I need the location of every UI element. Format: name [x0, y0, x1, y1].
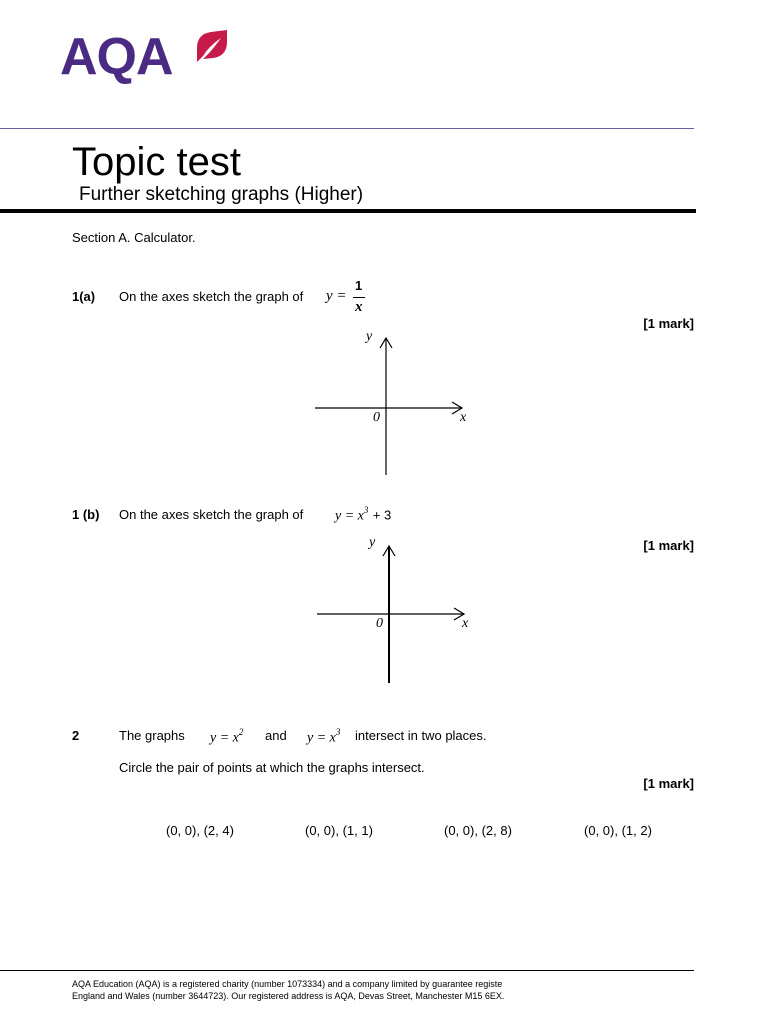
q2-option-4[interactable]: (0, 0), (1, 2): [584, 823, 652, 838]
q1b-y-label: y: [369, 535, 376, 550]
title-rule: [0, 209, 696, 213]
logo-leaf-icon: [191, 28, 227, 62]
q1a-equation: [326, 278, 370, 318]
q1a-eq-numerator: 1: [355, 278, 363, 293]
q2-equation-1: [210, 727, 243, 746]
q1b-number: 1 (b): [72, 507, 100, 522]
q2-eq1-lhs: y = x: [210, 730, 239, 746]
fraction-bar: [353, 297, 365, 298]
q1b-prompt: On the axes sketch the graph of: [119, 507, 304, 522]
q1a-origin-label: 0: [373, 410, 380, 425]
q2-eq2-exponent: 3: [335, 727, 341, 737]
header-rule: [0, 128, 694, 129]
logo-text: AQA: [60, 28, 173, 86]
q1b-eq-rest: + 3: [372, 507, 392, 523]
q1a-x-label: x: [460, 410, 467, 425]
q1b-marks: [1 mark]: [643, 538, 694, 553]
footer-line-2: England and Wales (number 3644723). Our registered address is AQA, Devas Street, Manchester M15 6EX.: [72, 991, 505, 1001]
q1a-number: 1(a): [72, 289, 96, 304]
q2-text-after: intersect in two places.: [355, 728, 487, 743]
q1a-eq-lhs: y =: [326, 288, 347, 304]
q2-eq1-exponent: 2: [238, 727, 244, 737]
q2-option-2[interactable]: (0, 0), (1, 1): [305, 823, 373, 838]
q1a-axes[interactable]: [308, 328, 468, 478]
q1b-origin-label: 0: [376, 616, 383, 631]
q2-eq2-lhs: y = x: [307, 730, 336, 746]
q1a-marks: [1 mark]: [643, 316, 694, 331]
q2-option-1[interactable]: (0, 0), (2, 4): [166, 823, 234, 838]
footer-line-1: AQA Education (AQA) is a registered charity (number 1073334) and a company limited by guarantee registe: [72, 979, 503, 989]
q2-marks: [1 mark]: [643, 776, 694, 791]
q1a-eq-denominator: x: [355, 299, 363, 315]
q1b-eq-lhs: y = x: [335, 508, 364, 524]
q2-number: 2: [72, 728, 80, 743]
q1a-y-label: y: [366, 329, 373, 344]
aqa-logo: [60, 26, 230, 88]
footer-rule: [0, 970, 694, 971]
q1a-prompt: On the axes sketch the graph of: [119, 289, 304, 304]
q1b-eq-exponent: 3: [363, 505, 369, 515]
page-title: Topic test: [72, 140, 241, 184]
section-label: Section A. Calculator.: [72, 230, 196, 245]
q2-instruction: Circle the pair of points at which the graphs intersect.: [119, 760, 425, 775]
q1b-axes[interactable]: [310, 536, 470, 686]
q1b-equation: [335, 505, 391, 524]
q1b-x-label: x: [462, 616, 469, 631]
q2-connector: and: [265, 728, 287, 743]
q2-text-before: The graphs: [119, 728, 185, 743]
q2-equation-2: [307, 727, 340, 746]
page-subtitle: Further sketching graphs (Higher): [79, 184, 364, 205]
q2-option-3[interactable]: (0, 0), (2, 8): [444, 823, 512, 838]
